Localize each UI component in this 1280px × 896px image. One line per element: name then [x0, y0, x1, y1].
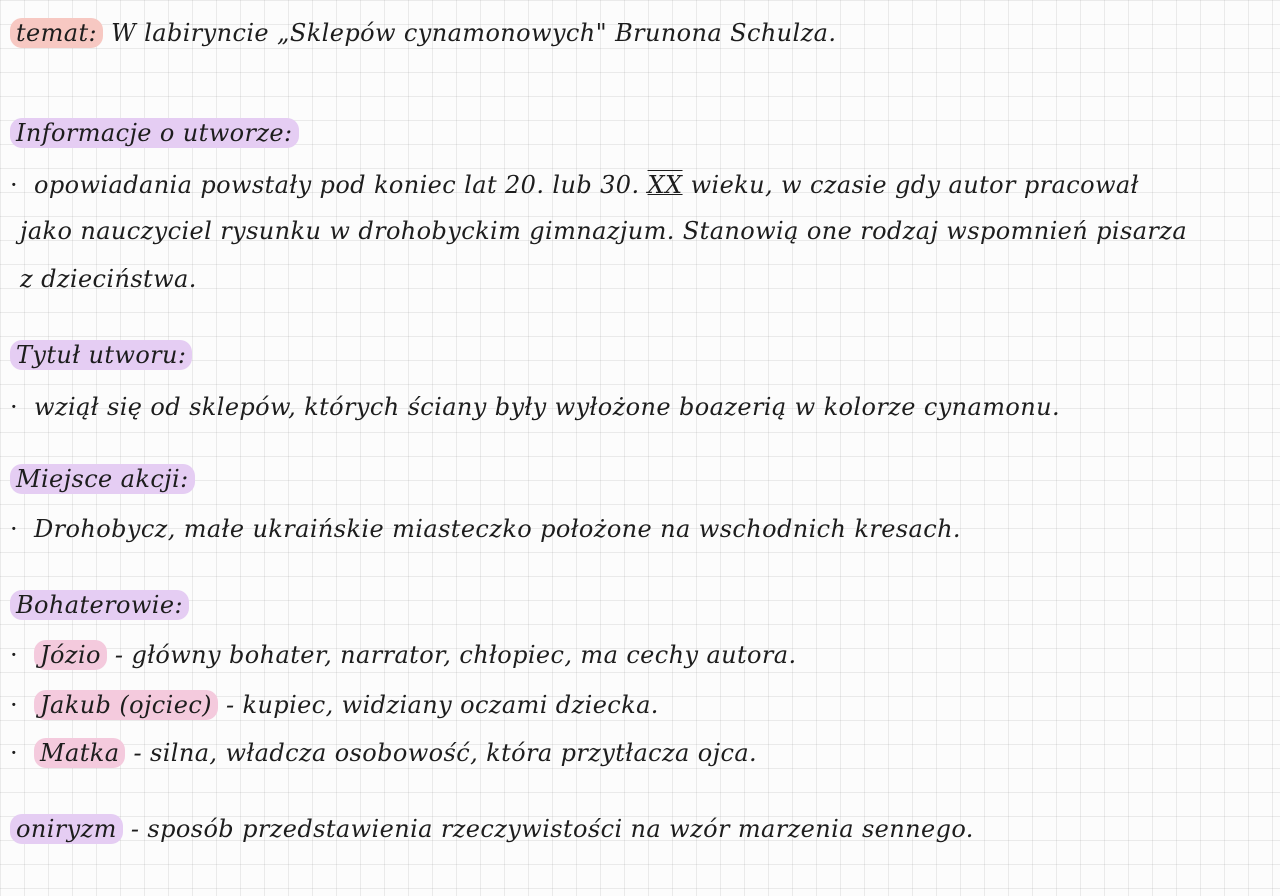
bullet: · [10, 171, 19, 199]
hero-item [10, 688, 659, 722]
bullet: · [10, 393, 19, 421]
heroes-heading: Bohaterowie: [10, 590, 189, 620]
hero-name: Józio [34, 640, 107, 670]
oniryzm-definition: - sposób przedstawienia rzeczywistości na wzór marzenia sennego. [130, 815, 974, 843]
place-text: Drohobycz, małe ukraińskie miasteczko położone na wschodnich kresach. [34, 515, 961, 543]
info-heading: Informacje o utworze: [10, 118, 299, 148]
hero-description: - silna, władcza osobowość, która przytłacza ojca. [133, 739, 758, 767]
oniryzm-term: oniryzm [10, 814, 123, 844]
bullet: · [10, 515, 19, 543]
info-line-3 [20, 262, 197, 296]
bullet: · [10, 739, 19, 767]
hero-item [10, 638, 797, 672]
place-heading: Miejsce akcji: [10, 464, 195, 494]
title-heading-line [10, 338, 192, 372]
topic-label: temat: [10, 18, 103, 48]
bullet: · [10, 641, 19, 669]
info-line-2 [20, 214, 1187, 248]
hero-name: Jakub (ojciec) [34, 690, 218, 720]
hero-description: - główny bohater, narrator, chłopiec, ma cechy autora. [114, 641, 797, 669]
info-text-1b: wieku, w czasie gdy autor pracował [690, 171, 1139, 199]
title-text: wziął się od sklepów, których ściany były wyłożone boazerią w kolorze cynamonu. [34, 393, 1060, 421]
topic-text: W labiryncie „Sklepów cynamonowych" Brunona Schulza. [111, 19, 837, 47]
oniryzm-line [10, 812, 974, 846]
place-line [10, 512, 961, 546]
title-line [10, 390, 1060, 424]
hero-name: Matka [34, 738, 125, 768]
info-text-1a: opowiadania powstały pod koniec lat 20. lub 30. [34, 171, 640, 199]
info-text-2: jako nauczyciel rysunku w drohobyckim gimnazjum. Stanowią one rodzaj wspomnień pisarza [20, 217, 1188, 245]
info-line-1 [10, 168, 1139, 202]
hero-description: - kupiec, widziany oczami dziecka. [225, 691, 659, 719]
hero-item [10, 736, 757, 770]
bullet: · [10, 691, 19, 719]
info-text-3: z dzieciństwa. [20, 265, 197, 293]
info-heading-line [10, 116, 299, 150]
roman-numeral: XX [647, 171, 683, 199]
place-heading-line [10, 462, 195, 496]
title-heading: Tytuł utworu: [10, 340, 192, 370]
topic-line [10, 16, 836, 50]
heroes-heading-line [10, 588, 189, 622]
